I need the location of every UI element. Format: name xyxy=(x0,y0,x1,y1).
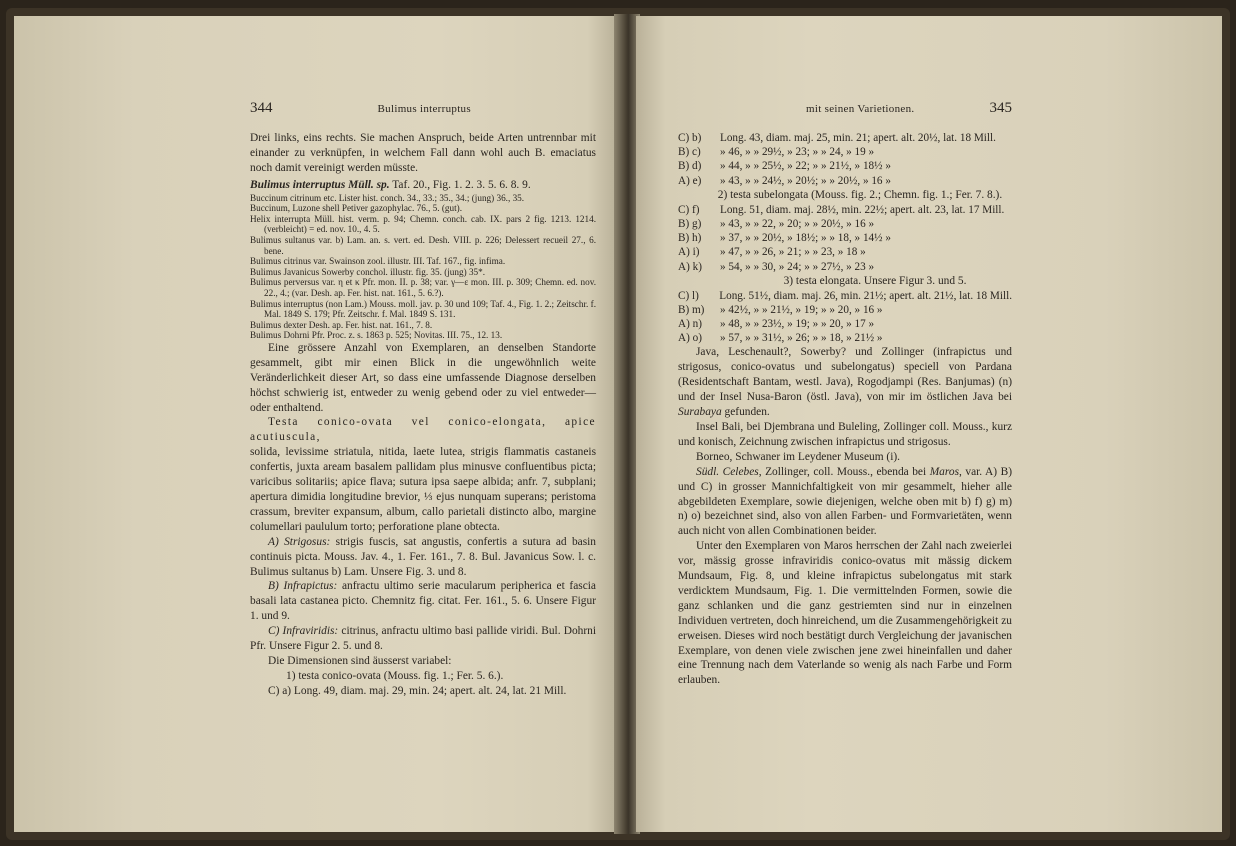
row-label: B) m) xyxy=(678,303,705,316)
diagnosis-body: solida, levissime striatula, nitida, laete lutea, strigis flammatis castaneis confertis, juxta aream basalem pallidam plus minusve confluentibus picta; varicibus solitariis; apice flava; sutura ipsa saepe albida; anfr. 7, subplani; apertura dimidia longitudine brevior, ⅓ ejus nunquam superans; peristoma crassum, breviter expansum, album, callo parietali distincto albo, margine columellari paululum torto; perforatione plane obtecta. xyxy=(250,446,596,533)
diagnosis-line1: Testa conico-ovata vel conico-elongata, apice acutiuscula, xyxy=(250,416,596,444)
dimension-row xyxy=(678,145,1012,159)
dimensions-intro: Die Dimensionen sind äusserst variabel: xyxy=(268,654,452,667)
left-page-header xyxy=(250,100,596,117)
dimension-row xyxy=(678,245,1012,259)
synonym: Helix interrupta Müll. hist. verm. p. 94; Chemn. conch. cab. IX. pars 2 fig. 1213. 1214. (verbleicht) = ed. nov. 10., 4. 5. xyxy=(250,213,596,235)
dimension-row xyxy=(678,331,1012,345)
celebes-place: Südl. Celebes xyxy=(696,465,759,478)
maros-place: Maros xyxy=(929,465,960,478)
row-label: C) f) xyxy=(678,203,700,216)
row-label: A) e) xyxy=(678,174,702,187)
java-end: gefunden. xyxy=(721,406,770,419)
paragraph-borneo: Borneo, Schwaner im Leydener Museum (i). xyxy=(696,450,901,463)
row-values: » 43, » » 24½, » 20½; » » 20½, » 16 » xyxy=(720,174,891,187)
dimension-row xyxy=(678,317,1012,331)
variety-c xyxy=(250,624,596,654)
right-page xyxy=(636,16,1222,832)
dimension-row xyxy=(678,203,1012,217)
row-values: Long. 51, diam. maj. 28½, min. 22½; apert. alt. 23, lat. 17 Mill. xyxy=(720,203,1005,216)
row-label: B) c) xyxy=(678,146,701,159)
row-values: » 57, » » 31½, » 26; » » 18, » 21½ » xyxy=(720,332,883,345)
variety-b-text: anfractu ultimo serie macularum peripherica et fascia basali lata castanea picto. Chemnitz fig. citat. Fer. 161., 5. 6. Unsere Figur 1. und 9. xyxy=(250,580,596,623)
dimension-row xyxy=(678,231,1012,245)
row-label: C) b) xyxy=(678,132,702,144)
page-number: 345 xyxy=(989,100,1012,116)
intro-paragraph: Drei links, eins rechts. Sie machen Anspruch, beide Arten untrennbar mit einander zu verknüpfen, in welchem Fall dann wohl auch B. emaciatus noch damit vereinigt werden müsste. xyxy=(250,132,596,174)
left-page xyxy=(14,16,618,832)
row-values: Long. 43, diam. maj. 25, min. 21; apert. alt. 20½, lat. 18 Mill. xyxy=(720,132,996,144)
synonym: Bulimus citrinus var. Swainson zool. illustr. III. Taf. 167., fig. infima. xyxy=(250,256,506,267)
synonym-list xyxy=(250,193,596,341)
java-text: Java, Leschenault?, Sowerby? und Zollinger (infrapictus und strigosus, conico-ovatus und subelongatus) speciell von Pardana (Residentschaft Bantam, westl. Java), Rogodjampi (Res. Banjumas) (n) und der Insel Nusa-Baron (östl. Java), von mir im östlichen Java bei xyxy=(678,346,1012,404)
synonym: Buccinum citrinum etc. Lister hist. conch. 34., 33.; 35., 34.; (jung) 36., 35. xyxy=(250,192,525,203)
synonym: Bulimus dexter Desh. ap. Fer. hist. nat. 161., 7. 8. xyxy=(250,319,433,330)
row-values: » 44, » » 25½, » 22; » » 21½, » 18½ » xyxy=(720,160,891,173)
right-page-header xyxy=(678,100,1012,117)
variety-c-text: citrinus, anfractu ultimo basi pallide viridi. Bul. Dohrni Pfr. Unsere Figur 2. 5. und 8. xyxy=(250,625,596,653)
celebes-text-2: , var. A) B) und C) in grosser Mannichfaltigkeit von mir gesammelt, hieher alle abgebildeten Exemplare, sowie diejenigen, welche oben mit b) f) g) m) n) o) bezeichnet sind, also von allen Farben- und Formvarietäten, wenn auch nicht von allen Combinationen beider. xyxy=(678,465,1012,538)
row-label: A) i) xyxy=(678,246,700,259)
dimension-row xyxy=(678,174,1012,188)
dimensions-item1: 1) testa conico-ovata (Mouss. fig. 1.; Fer. 5. 6.). xyxy=(286,669,504,682)
synonym: Bulimus interruptus (non Lam.) Mouss. moll. jav. p. 30 und 109; Taf. 4., Fig. 1. 2.; Zeitschr. f. Mal. 1849 S. 179; Pfr. Zeitschr. f. Mal. 1849 S. 131. xyxy=(250,298,596,320)
row-label: A) k) xyxy=(678,260,702,273)
synonym: Bulimus perversus var. η et κ Pfr. mon. II. p. 38; var. γ—ε mon. III. p. 309; Chemn. ed. nov. 22., 4.; (var. Desh. ap. Fer. hist. nat. 161., 5. 6.?). xyxy=(250,277,596,298)
row-values: » 37, » » 20½, » 18½; » » 18, » 14½ » xyxy=(720,232,891,245)
paragraph-celebes xyxy=(678,465,1012,540)
variety-a-label: A) Strigosus: xyxy=(268,535,331,548)
paragraph-bali: Insel Bali, bei Djembrana und Buleling, Zollinger coll. Mouss., kurz und konisch, Zeichnung zwischen infrapictus und strigosus. xyxy=(678,420,1012,448)
synonym: Buccinum, Luzone shell Petiver gazophylac. 76., 5. (gut). xyxy=(250,203,463,214)
dimension-heading-3: 3) testa elongata. Unsere Figur 3. und 5. xyxy=(783,274,967,287)
row-label: A) n) xyxy=(678,318,702,331)
row-label: B) h) xyxy=(678,232,702,245)
synonym: Bulimus Dohrni Pfr. Proc. z. s. 1863 p. 525; Novitas. III. 75., 12. 13. xyxy=(250,330,503,341)
row-label: B) g) xyxy=(678,217,702,230)
variety-a-text: strigis fuscis, sat angustis, confertis a sutura ad basin continuis picta. Mouss. Jav. 4., 1. Fer. 161., 7. 8. Bul. Javanicus Sow. l. c. Bulimus sultanus b) Lam. Unsere Fig. 3. und 8. xyxy=(250,535,596,578)
dimension-row xyxy=(678,260,1012,274)
dimension-row xyxy=(678,131,1012,145)
celebes-text: , Zollinger, coll. Mouss., ebenda bei xyxy=(758,465,930,478)
row-values: » 47, » » 26, » 21; » » 23, » 18 » xyxy=(720,246,866,259)
row-values: » 42½, » » 21½, » 19; » » 20, » 16 » xyxy=(720,303,883,316)
paragraph-maros: Unter den Exemplaren von Maros herrschen der Zahl nach zweierlei vor, mässig grosse infraviridis conico-ovatus mit mässig dickem Mundsaum, Fig. 8, und kleine infrapictus subelongatus mit stark verdicktem Mundsaum, Fig. 1. Die vermittelnden Formen, sowie die ganz schlanken und die ganz gestriemten sind nur in einzelnen Individuen vertreten, doch hinreichend, um die Zusammengehörigkeit zu erweisen. Dieses wird noch bestätigt durch Vergleichung der javanischen Exemplare, von denen viele zwischen jene zwei hineinfallen und daher eine Trennung nach dem Vaterlande so wenig als nach Farbe und Form erlauben. xyxy=(678,540,1012,687)
dimension-row xyxy=(678,289,1012,303)
row-values: » 48, » » 23½, » 19; » » 20, » 17 » xyxy=(720,318,875,331)
variety-b xyxy=(250,579,596,624)
running-title: mit seinen Varietionen. xyxy=(806,103,915,115)
row-label: C) l) xyxy=(678,289,699,302)
row-values: » 43, » » 22, » 20; » » 20½, » 16 » xyxy=(720,217,875,230)
dimension-heading-2: 2) testa subelongata (Mouss. fig. 2.; Chemn. fig. 1.; Fer. 7. 8.). xyxy=(717,188,1003,201)
dimensions-table xyxy=(678,131,1012,345)
dimension-row xyxy=(678,303,1012,317)
synonym: Bulimus Javanicus Sowerby conchol. illustr. fig. 35. (jung) 35*. xyxy=(250,266,486,277)
dimensions-row-a: C) a) Long. 49, diam. maj. 29, min. 24; apert. alt. 24, lat. 21 Mill. xyxy=(268,684,567,697)
paragraph-java xyxy=(678,345,1012,420)
species-name: Bulimus interruptus Müll. sp. xyxy=(250,178,390,191)
page-number: 344 xyxy=(250,100,273,116)
variety-a xyxy=(250,535,596,580)
row-values: » 54, » » 30, » 24; » » 27½, » 23 » xyxy=(720,260,875,273)
synonym: Bulimus sultanus var. b) Lam. an. s. vert. ed. Desh. VIII. p. 226; Delessert recueil 27., 6. bene. xyxy=(250,235,596,256)
species-heading xyxy=(250,178,596,193)
row-values: » 46, » » 29½, » 23; » » 24, » 19 » xyxy=(720,146,875,159)
running-title: Bulimus interruptus xyxy=(377,103,471,115)
variety-c-label: C) Infraviridis: xyxy=(268,625,339,638)
row-values: Long. 51½, diam. maj. 26, min. 21½; apert. alt. 21½, lat. 18 Mill. xyxy=(719,289,1012,302)
row-label: B) d) xyxy=(678,160,702,173)
paragraph-variability: Eine grössere Anzahl von Exemplaren, an denselben Standorte gesammelt, gibt mir einen Blick in die ungewöhnlich weite Veränderlichkeit dieser Art, so dass eine umfassende Diagnose derselben höchst schwierig ist, entweder zu wenig gebend oder zu viel entweder—oder enthaltend. xyxy=(250,341,596,414)
dimension-row xyxy=(678,217,1012,231)
dimension-row xyxy=(678,159,1012,173)
species-ref: Taf. 20., Fig. 1. 2. 3. 5. 6. 8. 9. xyxy=(389,178,531,191)
row-label: A) o) xyxy=(678,332,702,345)
variety-b-label: B) Infrapictus: xyxy=(268,580,338,593)
java-place: Surabaya xyxy=(678,406,722,419)
